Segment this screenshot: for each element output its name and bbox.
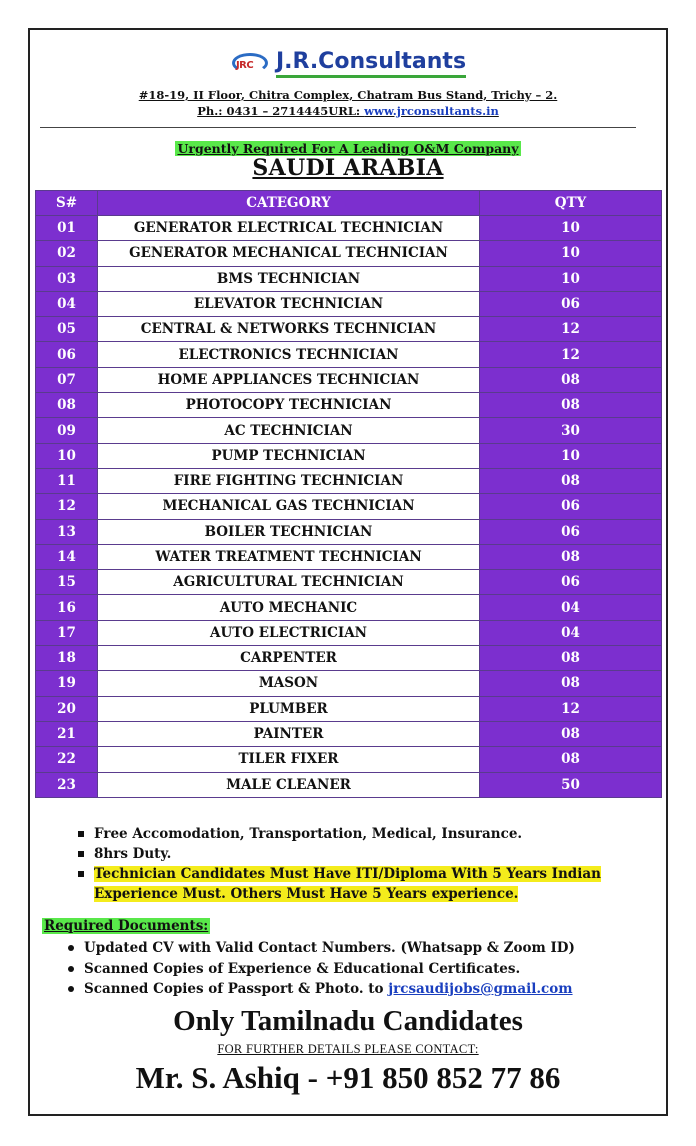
row-category: AUTO ELECTRICIAN xyxy=(98,620,480,645)
company-header xyxy=(30,44,666,84)
table-row xyxy=(36,291,662,316)
benefits-list xyxy=(76,824,601,904)
table-row xyxy=(36,646,662,671)
row-qty: 06 xyxy=(480,570,662,595)
row-qty: 08 xyxy=(480,367,662,392)
row-category: PUMP TECHNICIAN xyxy=(98,443,480,468)
company-address: #18-19, II Floor, Chitra Complex, Chatram Bus Stand, Trichy – 2. xyxy=(138,88,558,102)
row-category: FIRE FIGHTING TECHNICIAN xyxy=(98,468,480,493)
table-row xyxy=(36,418,662,443)
row-qty: 08 xyxy=(480,544,662,569)
row-serial: 02 xyxy=(36,241,98,266)
company-url-link[interactable]: www.jrconsultants.in xyxy=(364,104,499,118)
row-qty: 06 xyxy=(480,494,662,519)
row-serial: 20 xyxy=(36,696,98,721)
eligibility-note: Only Tamilnadu Candidates xyxy=(173,1005,523,1037)
row-serial: 10 xyxy=(36,443,98,468)
table-header-row xyxy=(36,191,662,216)
table-row xyxy=(36,393,662,418)
company-logo-icon: JRC xyxy=(230,51,270,77)
row-qty: 10 xyxy=(480,443,662,468)
table-row xyxy=(36,747,662,772)
further-details-label: FOR FURTHER DETAILS PLEASE CONTACT: xyxy=(217,1042,479,1056)
table-row xyxy=(36,443,662,468)
row-serial: 13 xyxy=(36,519,98,544)
row-qty: 50 xyxy=(480,772,662,797)
table-row xyxy=(36,570,662,595)
required-documents-title: Required Documents: xyxy=(44,918,209,934)
row-category: HOME APPLIANCES TECHNICIAN xyxy=(98,367,480,392)
row-qty: 06 xyxy=(480,291,662,316)
table-row xyxy=(36,494,662,519)
header-serial: S# xyxy=(36,191,98,216)
row-qty: 12 xyxy=(480,317,662,342)
requirement-item: Technician Candidates Must Have ITI/Diploma With 5 Years Indian Experience Must. Others Must Have 5 Years experience. xyxy=(76,864,601,904)
table-row xyxy=(36,772,662,797)
row-serial: 22 xyxy=(36,747,98,772)
row-qty: 04 xyxy=(480,620,662,645)
row-serial: 21 xyxy=(36,721,98,746)
row-serial: 15 xyxy=(36,570,98,595)
row-qty: 08 xyxy=(480,671,662,696)
row-serial: 04 xyxy=(36,291,98,316)
row-serial: 19 xyxy=(36,671,98,696)
row-serial: 16 xyxy=(36,595,98,620)
table-row xyxy=(36,620,662,645)
row-category: CENTRAL & NETWORKS TECHNICIAN xyxy=(98,317,480,342)
row-category: GENERATOR MECHANICAL TECHNICIAN xyxy=(98,241,480,266)
row-qty: 12 xyxy=(480,696,662,721)
company-contact-line xyxy=(30,104,666,118)
table-row xyxy=(36,317,662,342)
row-category: MECHANICAL GAS TECHNICIAN xyxy=(98,494,480,519)
table-row xyxy=(36,216,662,241)
row-qty: 10 xyxy=(480,241,662,266)
table-row xyxy=(36,468,662,493)
row-category: MASON xyxy=(98,671,480,696)
table-row xyxy=(36,544,662,569)
document-frame xyxy=(28,28,668,1116)
row-category: ELEVATOR TECHNICIAN xyxy=(98,291,480,316)
row-category: CARPENTER xyxy=(98,646,480,671)
row-serial: 05 xyxy=(36,317,98,342)
table-row xyxy=(36,671,662,696)
header-qty: QTY xyxy=(480,191,662,216)
row-serial: 06 xyxy=(36,342,98,367)
row-category: BOILER TECHNICIAN xyxy=(98,519,480,544)
documents-list xyxy=(64,938,575,1000)
row-category: PLUMBER xyxy=(98,696,480,721)
row-serial: 14 xyxy=(36,544,98,569)
row-serial: 03 xyxy=(36,266,98,291)
row-qty: 10 xyxy=(480,216,662,241)
table-row xyxy=(36,266,662,291)
url-label: URL: xyxy=(328,104,365,118)
row-serial: 18 xyxy=(36,646,98,671)
row-category: MALE CLEANER xyxy=(98,772,480,797)
row-category: ELECTRONICS TECHNICIAN xyxy=(98,342,480,367)
row-qty: 12 xyxy=(480,342,662,367)
row-category: PAINTER xyxy=(98,721,480,746)
row-qty: 10 xyxy=(480,266,662,291)
row-category: WATER TREATMENT TECHNICIAN xyxy=(98,544,480,569)
table-row xyxy=(36,241,662,266)
company-phone: Ph.: 0431 – 2714445 xyxy=(197,104,329,118)
vacancy-table xyxy=(35,190,662,798)
row-category: AUTO MECHANIC xyxy=(98,595,480,620)
row-serial: 12 xyxy=(36,494,98,519)
contact-person: Mr. S. Ashiq - +91 850 852 77 86 xyxy=(135,1060,561,1095)
country-title: SAUDI ARABIA xyxy=(252,155,444,181)
table-row xyxy=(36,367,662,392)
row-serial: 08 xyxy=(36,393,98,418)
row-category: BMS TECHNICIAN xyxy=(98,266,480,291)
row-category: AGRICULTURAL TECHNICIAN xyxy=(98,570,480,595)
row-serial: 09 xyxy=(36,418,98,443)
row-qty: 08 xyxy=(480,646,662,671)
company-name: J.R.Consultants xyxy=(276,50,466,78)
benefit-item: 8hrs Duty. xyxy=(76,844,601,864)
row-qty: 08 xyxy=(480,747,662,772)
benefit-item: Free Accomodation, Transportation, Medical, Insurance. xyxy=(76,824,601,844)
row-category: PHOTOCOPY TECHNICIAN xyxy=(98,393,480,418)
row-qty: 08 xyxy=(480,721,662,746)
row-qty: 30 xyxy=(480,418,662,443)
row-qty: 08 xyxy=(480,468,662,493)
document-item: Updated CV with Valid Contact Numbers. (Whatsapp & Zoom ID) xyxy=(64,938,575,959)
table-row xyxy=(36,696,662,721)
row-serial: 11 xyxy=(36,468,98,493)
email-link[interactable]: jrcsaudijobs@gmail.com xyxy=(388,981,573,997)
urgent-banner: Urgently Required For A Leading O&M Company xyxy=(177,141,519,156)
row-category: GENERATOR ELECTRICAL TECHNICIAN xyxy=(98,216,480,241)
header-divider xyxy=(40,127,636,128)
header-category: CATEGORY xyxy=(98,191,480,216)
document-item: Scanned Copies of Passport & Photo. to jrcsaudijobs@gmail.com xyxy=(64,979,575,1000)
row-qty: 08 xyxy=(480,393,662,418)
table-row xyxy=(36,342,662,367)
row-category: TILER FIXER xyxy=(98,747,480,772)
row-qty: 06 xyxy=(480,519,662,544)
row-serial: 07 xyxy=(36,367,98,392)
row-serial: 17 xyxy=(36,620,98,645)
document-item: Scanned Copies of Experience & Educational Certificates. xyxy=(64,959,575,980)
row-serial: 01 xyxy=(36,216,98,241)
table-row xyxy=(36,595,662,620)
table-row xyxy=(36,721,662,746)
table-row xyxy=(36,519,662,544)
row-serial: 23 xyxy=(36,772,98,797)
row-category: AC TECHNICIAN xyxy=(98,418,480,443)
row-qty: 04 xyxy=(480,595,662,620)
